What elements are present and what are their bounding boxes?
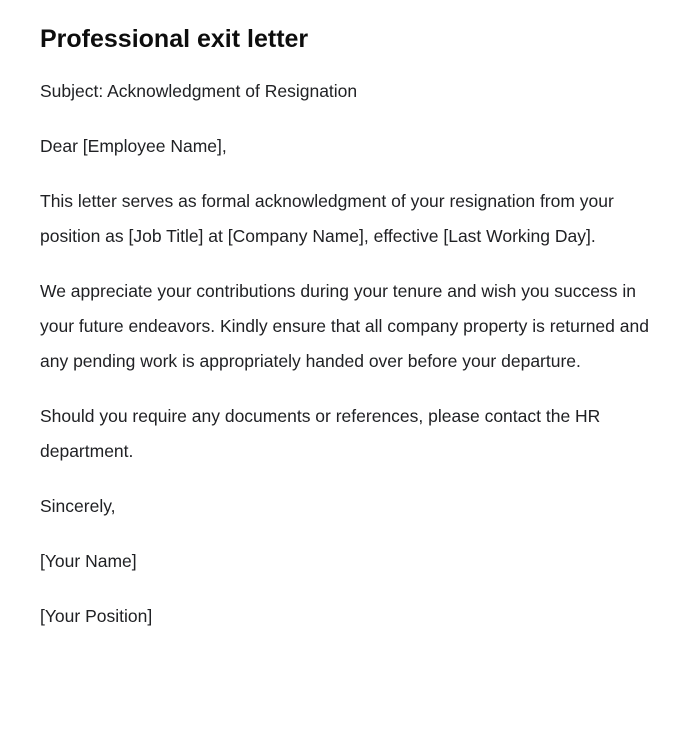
letter-paragraph: We appreciate your contributions during your tenure and wish you success in your future endeavors. Kindly ensure that all company property is returned and any pending work is appropriately handed over before your departure. (40, 281, 649, 371)
letter-paragraph: Sincerely, (40, 496, 116, 516)
page-title: Professional exit letter (40, 25, 309, 53)
letter-paragraph: [Your Name] (40, 551, 137, 571)
letter-paragraph: Should you require any documents or references, please contact the HR department. (40, 406, 601, 461)
letter-paragraph: [Your Position] (40, 606, 153, 626)
letter-paragraph: This letter serves as formal acknowledgment of your resignation from your position as [Job Title] at [Company Name], effective [Last Working Day]. (40, 191, 614, 246)
letter-paragraph: Subject: Acknowledgment of Resignation (40, 81, 358, 101)
letter-paragraph: Dear [Employee Name], (40, 136, 227, 156)
letter-body (40, 74, 650, 634)
